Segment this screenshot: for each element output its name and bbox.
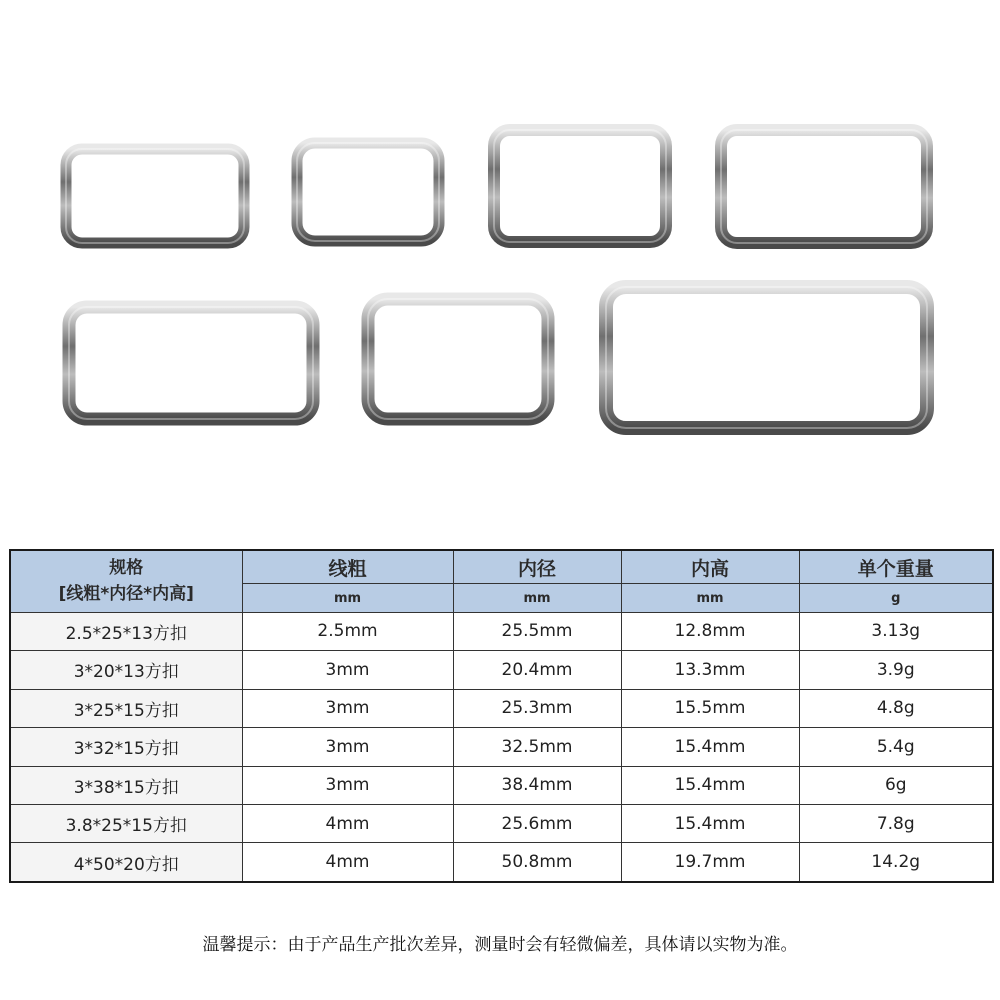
cell-inner-height: 19.7mm: [621, 843, 799, 882]
unit-wire-thickness: mm: [242, 584, 453, 612]
header-unit-weight: 单个重量: [799, 550, 993, 584]
header-inner-height: 内高: [621, 550, 799, 584]
cell-wire-thickness: 3mm: [242, 689, 453, 727]
cell-weight: 6g: [799, 766, 993, 804]
ring-4: [721, 130, 927, 243]
cell-weight: 3.9g: [799, 651, 993, 689]
ring-1: [66, 149, 244, 243]
spec-table: [9, 549, 994, 883]
cell-wire-thickness: 3mm: [242, 728, 453, 766]
header-wire-thickness: 线粗: [242, 550, 453, 584]
cell-wire-thickness: 3mm: [242, 766, 453, 804]
table-row: [10, 612, 993, 650]
ring-5: [69, 307, 313, 419]
cell-inner-height: 12.8mm: [621, 612, 799, 650]
cell-inner-height: 15.5mm: [621, 689, 799, 727]
cell-inner-height: 13.3mm: [621, 651, 799, 689]
cell-weight: 14.2g: [799, 843, 993, 882]
cell-spec: 3*32*15方扣: [10, 728, 242, 766]
cell-wire-thickness: 4mm: [242, 843, 453, 882]
cell-inner-diameter: 25.5mm: [453, 612, 621, 650]
cell-inner-diameter: 50.8mm: [453, 843, 621, 882]
header-inner-diameter: 内径: [453, 550, 621, 584]
table-row: [10, 651, 993, 689]
cell-spec: 3*38*15方扣: [10, 766, 242, 804]
cell-wire-thickness: 4mm: [242, 805, 453, 843]
cell-inner-height: 15.4mm: [621, 728, 799, 766]
cell-inner-diameter: 38.4mm: [453, 766, 621, 804]
cell-spec: 4*50*20方扣: [10, 843, 242, 882]
footnote: 温馨提示：由于产品生产批次差异，测量时会有轻微偏差，具体请以实物为准。: [202, 935, 798, 955]
cell-weight: 5.4g: [799, 728, 993, 766]
ring-6: [368, 299, 548, 419]
cell-weight: 7.8g: [799, 805, 993, 843]
cell-inner-diameter: 25.6mm: [453, 805, 621, 843]
cell-wire-thickness: 2.5mm: [242, 612, 453, 650]
ring-7: [606, 287, 927, 428]
cell-inner-height: 15.4mm: [621, 805, 799, 843]
unit-inner-diameter: mm: [453, 584, 621, 612]
cell-inner-diameter: 20.4mm: [453, 651, 621, 689]
cell-weight: 4.8g: [799, 689, 993, 727]
unit-inner-height: mm: [621, 584, 799, 612]
cell-inner-diameter: 32.5mm: [453, 728, 621, 766]
table-row: [10, 728, 993, 766]
table-row: [10, 843, 993, 882]
table-row: [10, 689, 993, 727]
header-spec: [10, 550, 242, 612]
cell-inner-diameter: 25.3mm: [453, 689, 621, 727]
cell-spec: 3*20*13方扣: [10, 651, 242, 689]
header-spec-subtitle: [线粗*内径*内高]: [58, 584, 194, 605]
table-row: [10, 766, 993, 804]
cell-inner-height: 15.4mm: [621, 766, 799, 804]
table-row: [10, 805, 993, 843]
cell-spec: 3.8*25*15方扣: [10, 805, 242, 843]
table-header-row: [10, 550, 993, 584]
cell-spec: 2.5*25*13方扣: [10, 612, 242, 650]
header-spec-title: 规格: [109, 558, 144, 579]
ring-2: [297, 143, 439, 241]
unit-weight: g: [799, 584, 993, 612]
cell-weight: 3.13g: [799, 612, 993, 650]
cell-spec: 3*25*15方扣: [10, 689, 242, 727]
ring-3: [494, 130, 666, 242]
cell-wire-thickness: 3mm: [242, 651, 453, 689]
